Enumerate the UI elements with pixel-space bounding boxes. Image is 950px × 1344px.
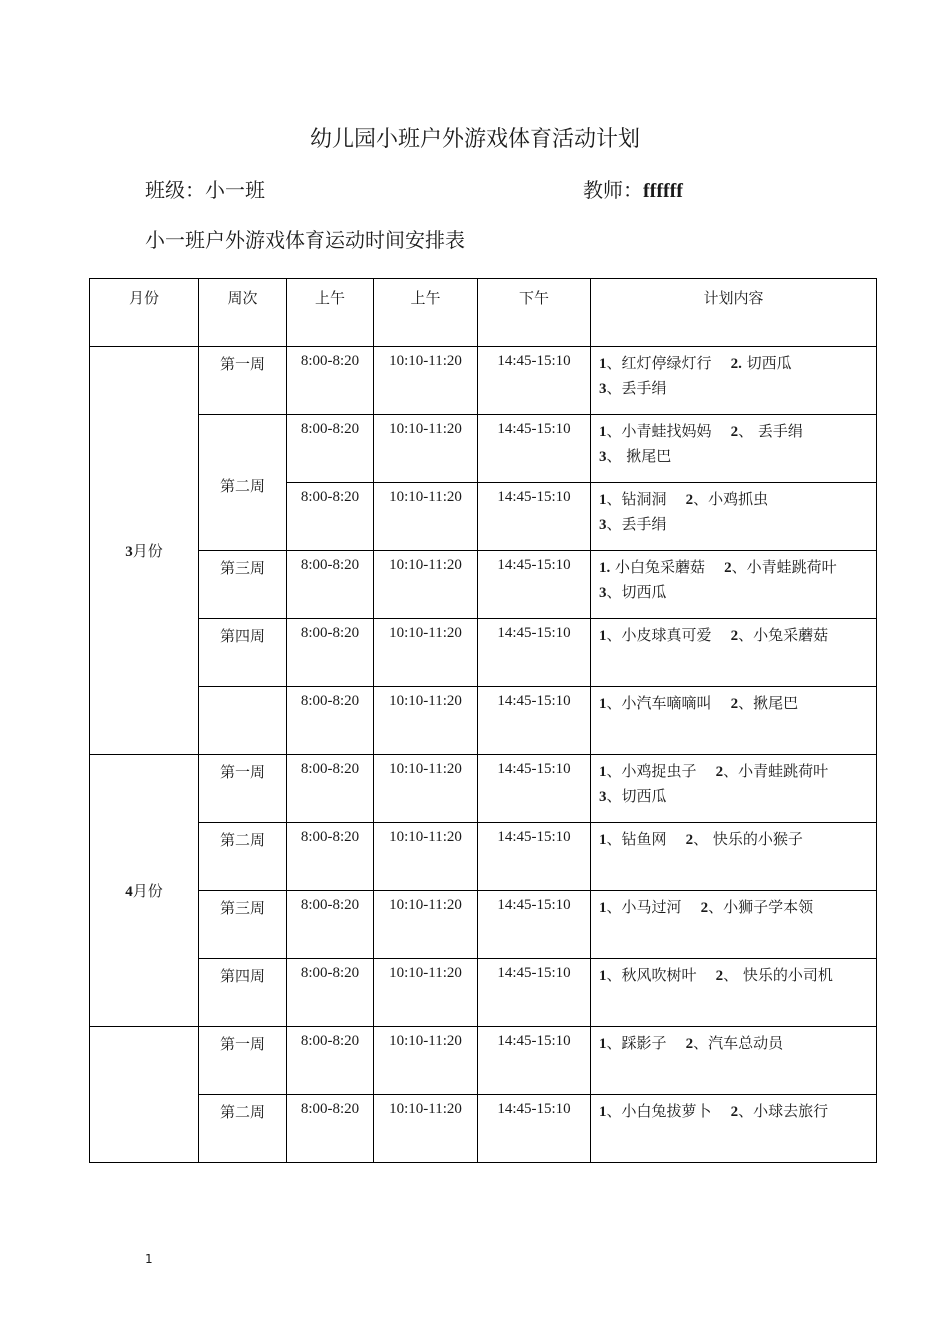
am-time-1: 8:00-8:20 [287, 619, 374, 687]
table-row [90, 619, 877, 687]
plan-item-number: 2 [730, 424, 739, 440]
plan-line [599, 623, 876, 648]
week-cell: 第一周 [199, 1027, 287, 1095]
month-cell [90, 347, 199, 755]
plan-line [599, 351, 876, 376]
plan-item-text: 、小兔采蘑菇 [738, 626, 829, 644]
pm-time: 14:45-15:10 [478, 347, 591, 415]
plan-item-number: 1 [599, 1036, 607, 1052]
table-row [90, 959, 877, 1027]
info-row [145, 174, 845, 204]
plan-line [599, 555, 876, 580]
teacher-info [583, 174, 683, 203]
am-time-1: 8:00-8:20 [287, 687, 374, 755]
pm-time: 14:45-15:10 [478, 1095, 591, 1163]
week-cell: 第四周 [199, 959, 287, 1027]
table-row [90, 891, 877, 959]
plan-item-text: 小白兔采蘑菇 [610, 558, 706, 576]
plan-item-number: 1 [599, 696, 607, 712]
plan-gap [667, 830, 686, 848]
plan-content [591, 483, 877, 551]
plan-gap [697, 966, 716, 984]
plan-content [591, 959, 877, 1027]
plan-item-number: 1 [599, 900, 607, 916]
plan-item-number: 2 [730, 1104, 739, 1120]
am-time-2: 10:10-11:20 [374, 1027, 478, 1095]
plan-item-number: 1 [599, 492, 607, 508]
plan-item-text: 、小狮子学本领 [708, 898, 814, 916]
week-cell: 第三周 [199, 551, 287, 619]
week-cell: 第一周 [199, 755, 287, 823]
plan-line [599, 512, 876, 537]
plan-line [599, 784, 876, 809]
plan-item-text: 、小青蛙跳荷叶 [731, 558, 837, 576]
plan-line [599, 691, 876, 716]
plan-item-text: 、踩影子 [606, 1034, 667, 1052]
table-subtitle: 小一班户外游戏体育运动时间安排表 [145, 228, 465, 252]
document-title: 幼儿园小班户外游戏体育活动计划 [309, 127, 640, 152]
plan-line [599, 444, 876, 469]
plan-line [599, 963, 876, 988]
plan-content [591, 891, 877, 959]
plan-content [591, 755, 877, 823]
plan-item-number: 2 [685, 1036, 694, 1052]
plan-item-number: 3 [599, 585, 607, 601]
plan-item-text: 、 快乐的小猴子 [693, 830, 803, 848]
pm-time: 14:45-15:10 [478, 891, 591, 959]
class-value: 小一班 [205, 178, 265, 202]
table-row [90, 1095, 877, 1163]
plan-item-number: 1 [599, 424, 607, 440]
header-am-1: 上午 [287, 279, 374, 347]
plan-item-number: 2 [715, 968, 724, 984]
plan-item-number: 3 [599, 449, 607, 465]
plan-gap [712, 422, 731, 440]
month-cell [90, 755, 199, 1027]
plan-gap [667, 1034, 686, 1052]
plan-item-text: 、小青蛙找妈妈 [606, 422, 712, 440]
week-cell: 第二周 [199, 823, 287, 891]
plan-item-text: 、小青蛙跳荷叶 [723, 762, 829, 780]
plan-item-text: 、小鸡捉虫子 [606, 762, 697, 780]
am-time-2: 10:10-11:20 [374, 619, 478, 687]
am-time-2: 10:10-11:20 [374, 959, 478, 1027]
plan-item-number: 1 [599, 968, 607, 984]
week-cell [199, 687, 287, 755]
plan-item-number: 3 [599, 789, 607, 805]
class-info [145, 174, 265, 203]
pm-time: 14:45-15:10 [478, 823, 591, 891]
plan-item-number: 2 [685, 832, 694, 848]
plan-item-text: 、小汽车嘀嘀叫 [606, 694, 712, 712]
plan-item-text: 、 快乐的小司机 [723, 966, 833, 984]
plan-item-text: 、钻鱼网 [606, 830, 667, 848]
plan-item-number: 2 [730, 628, 739, 644]
am-time-1: 8:00-8:20 [287, 415, 374, 483]
plan-line [599, 419, 876, 444]
header-am-2: 上午 [374, 279, 478, 347]
plan-item-text: 、小马过河 [606, 898, 682, 916]
pm-time: 14:45-15:10 [478, 959, 591, 1027]
plan-gap [712, 626, 731, 644]
plan-content [591, 687, 877, 755]
plan-item-number: 1 [599, 356, 607, 372]
plan-item-text: 、汽车总动员 [693, 1034, 784, 1052]
am-time-1: 8:00-8:20 [287, 347, 374, 415]
plan-item-number: 1. [599, 560, 611, 576]
pm-time: 14:45-15:10 [478, 619, 591, 687]
plan-item-text: 、 揪尾巴 [606, 447, 672, 465]
plan-item-text: 、切西瓜 [606, 787, 667, 805]
plan-line [599, 376, 876, 401]
plan-item-number: 2 [730, 696, 739, 712]
schedule-table [89, 278, 877, 1163]
table-row [90, 1027, 877, 1095]
week-cell: 第四周 [199, 619, 287, 687]
plan-gap [712, 354, 731, 372]
table-body [90, 347, 877, 1163]
plan-item-number: 1 [599, 832, 607, 848]
plan-item-text: 、小鸡抓虫 [693, 490, 769, 508]
am-time-1: 8:00-8:20 [287, 891, 374, 959]
pm-time: 14:45-15:10 [478, 483, 591, 551]
table-row [90, 551, 877, 619]
pm-time: 14:45-15:10 [478, 551, 591, 619]
plan-content [591, 823, 877, 891]
table-row [90, 823, 877, 891]
plan-content [591, 619, 877, 687]
plan-item-number: 2 [724, 560, 732, 576]
plan-item-text: 、 丢手绢 [738, 422, 803, 440]
am-time-2: 10:10-11:20 [374, 551, 478, 619]
plan-item-number: 3 [599, 381, 607, 397]
plan-item-number: 3 [599, 517, 607, 533]
table-row [90, 687, 877, 755]
plan-item-text: 、小球去旅行 [738, 1102, 829, 1120]
am-time-2: 10:10-11:20 [374, 483, 478, 551]
header-week: 周次 [199, 279, 287, 347]
am-time-2: 10:10-11:20 [374, 891, 478, 959]
plan-item-number: 2 [715, 764, 724, 780]
table-header-row [90, 279, 877, 347]
header-pm: 下午 [478, 279, 591, 347]
plan-line [599, 827, 876, 852]
teacher-value: ffffff [643, 180, 683, 202]
am-time-1: 8:00-8:20 [287, 959, 374, 1027]
am-time-2: 10:10-11:20 [374, 755, 478, 823]
plan-gap [712, 694, 731, 712]
plan-gap [682, 898, 701, 916]
plan-content [591, 1027, 877, 1095]
teacher-label: 教师： [583, 178, 643, 202]
am-time-2: 10:10-11:20 [374, 687, 478, 755]
week-cell: 第一周 [199, 347, 287, 415]
plan-item-text: 切西瓜 [741, 354, 792, 372]
class-label: 班级： [145, 178, 205, 202]
plan-item-text: 、揪尾巴 [738, 694, 799, 712]
month-number: 3 [125, 544, 133, 560]
plan-line [599, 1099, 876, 1124]
am-time-1: 8:00-8:20 [287, 823, 374, 891]
plan-gap [697, 762, 716, 780]
plan-item-number: 1 [599, 628, 607, 644]
plan-item-number: 2 [700, 900, 709, 916]
am-time-1: 8:00-8:20 [287, 1027, 374, 1095]
pm-time: 14:45-15:10 [478, 755, 591, 823]
plan-item-text: 、小白兔拔萝卜 [606, 1102, 712, 1120]
pm-time: 14:45-15:10 [478, 1027, 591, 1095]
plan-item-number: 1 [599, 764, 607, 780]
month-suffix: 月份 [132, 542, 163, 560]
plan-line [599, 759, 876, 784]
plan-item-text: 、秋风吹树叶 [606, 966, 697, 984]
am-time-2: 10:10-11:20 [374, 415, 478, 483]
header-plan: 计划内容 [591, 279, 877, 347]
plan-item-text: 、钻洞洞 [606, 490, 667, 508]
pm-time: 14:45-15:10 [478, 687, 591, 755]
am-time-1: 8:00-8:20 [287, 1095, 374, 1163]
am-time-1: 8:00-8:20 [287, 551, 374, 619]
table-row [90, 347, 877, 415]
plan-gap [712, 1102, 731, 1120]
week-cell: 第三周 [199, 891, 287, 959]
plan-line [599, 1031, 876, 1056]
month-cell [90, 1027, 199, 1163]
am-time-2: 10:10-11:20 [374, 347, 478, 415]
table-row [90, 415, 877, 483]
page-number: 1 [145, 1252, 153, 1266]
plan-item-number: 2 [685, 492, 694, 508]
table-row [90, 755, 877, 823]
plan-item-number: 2. [730, 356, 742, 372]
week-cell: 第二周 [199, 415, 287, 551]
plan-gap [705, 558, 724, 576]
plan-item-text: 、切西瓜 [606, 583, 667, 601]
plan-item-text: 、丢手绢 [606, 515, 667, 533]
plan-content [591, 551, 877, 619]
month-number: 4 [125, 884, 133, 900]
plan-gap [667, 490, 686, 508]
plan-item-number: 1 [599, 1104, 607, 1120]
am-time-1: 8:00-8:20 [287, 483, 374, 551]
week-cell: 第二周 [199, 1095, 287, 1163]
plan-item-text: 、小皮球真可爱 [606, 626, 712, 644]
plan-content [591, 1095, 877, 1163]
am-time-2: 10:10-11:20 [374, 823, 478, 891]
plan-item-text: 、丢手绢 [606, 379, 667, 397]
plan-content [591, 415, 877, 483]
header-month: 月份 [90, 279, 199, 347]
am-time-1: 8:00-8:20 [287, 755, 374, 823]
plan-line [599, 580, 876, 605]
pm-time: 14:45-15:10 [478, 415, 591, 483]
plan-line [599, 487, 876, 512]
month-suffix: 月份 [132, 882, 163, 900]
plan-item-text: 、红灯停绿灯行 [606, 354, 712, 372]
am-time-2: 10:10-11:20 [374, 1095, 478, 1163]
plan-line [599, 895, 876, 920]
plan-content [591, 347, 877, 415]
